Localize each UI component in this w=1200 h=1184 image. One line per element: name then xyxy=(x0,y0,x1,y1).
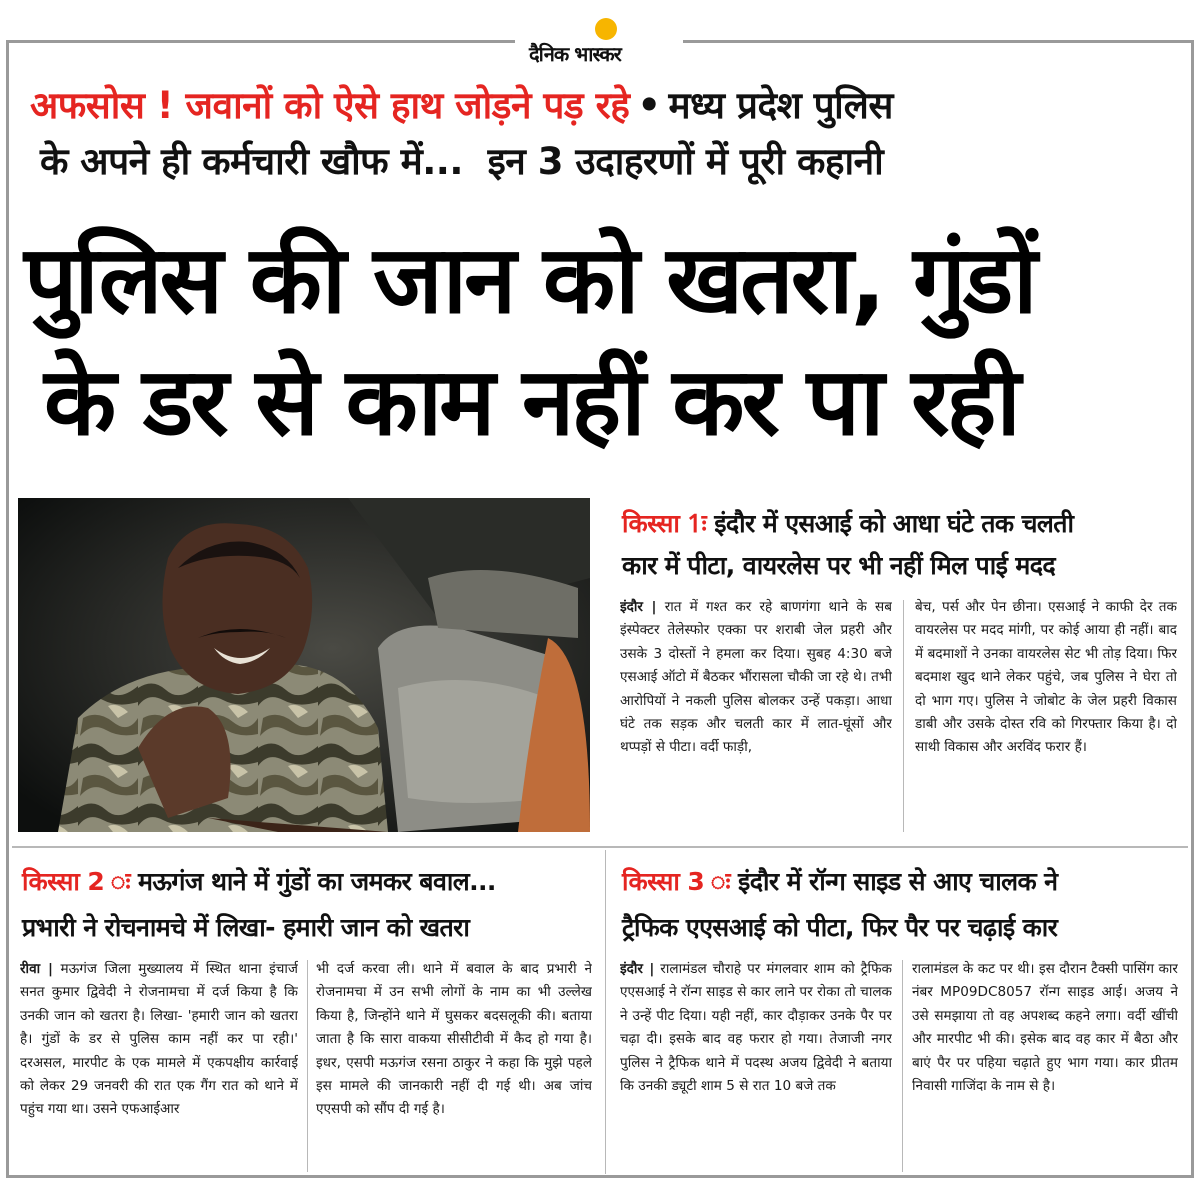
column-divider xyxy=(307,960,308,1172)
masthead xyxy=(515,10,683,66)
story1-column-1 xyxy=(620,596,892,834)
story2-col1-text: मऊगंज जिला मुख्यालय में स्थित थाना इंचार्ज सनत कुमार द्विवेदी ने रोजनामचा में दर्ज किया है कि उनकी जान को खतरा है। लिखा- 'हमारी जान को खतरा है। गुंडों के डर से पुलिस काम नहीं कर पा रही।' दरअसल, मारपीट के एक मामले में एकपक्षीय कार्रवाई को लेकर 29 जनवरी की रात एक गैंग रात को थाने में पहुंच गया था। उसने एफआईआर xyxy=(20,961,298,1118)
story3-label: किस्सा 3 ः xyxy=(622,867,730,896)
story1-title-text: इंदौर में एसआई को आधा घंटे तक चलती xyxy=(714,509,1074,538)
story3-title-line2: ट्रैफिक एएसआई को पीटा, फिर पैर पर चढ़ाई कार xyxy=(622,913,1058,942)
logo-text: दैनिक भास्कर xyxy=(529,42,621,66)
story3-dateline: इंदौर | xyxy=(620,961,655,977)
story1-title-line2: कार में पीटा, वायरलेस पर भी नहीं मिल पाई मदद xyxy=(622,551,1056,580)
story3-column-1 xyxy=(620,958,892,1174)
story1-col1-text: रात में गश्त कर रहे बाणगंगा थाने के सब इंस्पेक्टर तेलेस्फोर एक्का पर शराबी जेल प्रहरी और उसके 3 दोस्तों ने हमला कर दिया। सुबह 4:30 बजे एसआई ऑटो में बैठकर भौंरासला चौकी जा रहे थे। तभी आरोपियों ने नकली पुलिस बोलकर उन्हें पकड़ा। आधा घंटे तक सड़क और चलती कार में लात-घूंसों और थप्पड़ों से पीटा। वर्दी फाड़ी, xyxy=(620,599,892,756)
kicker-line-1-rest: मध्य प्रदेश पुलिस xyxy=(668,84,893,127)
story2-column-1 xyxy=(20,958,298,1174)
story2-title-line1 xyxy=(22,862,496,902)
kicker-red-text: अफसोस ! जवानों को ऐसे हाथ जोड़ने पड़ रहे xyxy=(30,84,630,127)
section-divider-vertical xyxy=(605,850,606,1174)
story2-dateline: रीवा | xyxy=(20,961,53,977)
headline-line-1: पुलिस की जान को खतरा, गुंडों xyxy=(24,226,1035,335)
news-photo xyxy=(18,498,590,832)
photo-policeman-folded-hands xyxy=(18,498,590,832)
kicker-bullet: • xyxy=(637,84,661,127)
story3-title-text: इंदौर में रॉन्ग साइड से आए चालक ने xyxy=(738,867,1058,896)
sun-logo-icon xyxy=(595,18,617,40)
column-divider xyxy=(903,600,904,832)
story3-col1-text: रालामंडल चौराहे पर मंगलवार शाम को ट्रैफिक एएसआई ने रॉन्ग साइड से कार लाने पर रोका तो चालक ने उन्हें पीट दिया। यही नहीं, कार दौड़ाकर उनके पैर पर चढ़ा दी। इसके बाद वह फरार हो गया। तेजाजी नगर पुलिस ने ट्रैफिक थाने में पदस्थ अजय द्विवेदी ने बताया कि उनकी ड्यूटी शाम 5 से रात 10 बजे तक xyxy=(620,961,892,1095)
story2-label: किस्सा 2 ः xyxy=(22,867,130,896)
kicker-line-2: के अपने ही कर्मचारी खौफ में... इन 3 उदाहरणों में पूरी कहानी xyxy=(40,140,884,183)
story1-title-line1 xyxy=(622,504,1073,544)
story1-column-2: बेच, पर्स और पेन छीना। एसआई ने काफी देर तक वायरलेस पर मदद मांगी, पर कोई आया ही नहीं। बाद में बदमाशों ने उनका वायरलेस सेट भी तोड़ दिया। फिर बदमाश खुद थाने लेकर पहुंचे, जब पुलिस ने घेरा तो दो भाग गए। पुलिस ने जोबोट के जेल प्रहरी विकास डाबी और उसके दोस्त रवि को गिरफ्तार किया है। दो साथी विकास और अरविंद फरार हैं। xyxy=(915,599,1177,756)
story2-column-2: भी दर्ज करवा ली। थाने में बवाल के बाद प्रभारी ने रोजनामचा में उन सभी लोगों के नाम का भी उल्लेख किया है, जिन्होंने थाने में घुसकर बदसलूकी की। बताया जाता है कि सारा वाकया सीसीटीवी में कैद हो गया है। इधर, एसपी मऊगंज रसना ठाकुर ने कहा कि मुझे पहले इस मामले की जानकारी नहीं दी गई थी। अब जांच एएसपी को सौंप दी गई है। xyxy=(316,961,592,1118)
kicker-line-1 xyxy=(30,84,1190,128)
story3-column-2: रालामंडल के कट पर थी। इस दौरान टैक्सी पासिंग कार नंबर MP09DC8057 रॉन्ग साइड आई। अजय ने उसे समझाया तो वह अपशब्द कहने लगा। वर्दी खींची और मारपीट भी की। इसेक बाद वह कार में बैठा और बाएं पैर पर पहिया चढ़ाते हुए भाग गया। कार प्रीतम निवासी गाजिंदा के नाम से है। xyxy=(912,961,1178,1095)
story3-title-line1 xyxy=(622,862,1057,902)
column-divider xyxy=(902,960,903,1172)
section-divider xyxy=(12,846,1188,848)
story1-dateline: इंदौर | xyxy=(620,599,657,615)
headline-line-2: के डर से काम नहीं कर पा रही xyxy=(44,348,1018,457)
story2-title-text: मऊगंज थाने में गुंडों का जमकर बवाल... xyxy=(138,867,496,896)
story1-label: किस्सा 1ः xyxy=(622,509,707,538)
story2-title-line2: प्रभारी ने रोचनामचे में लिखा- हमारी जान को खतरा xyxy=(22,913,470,942)
